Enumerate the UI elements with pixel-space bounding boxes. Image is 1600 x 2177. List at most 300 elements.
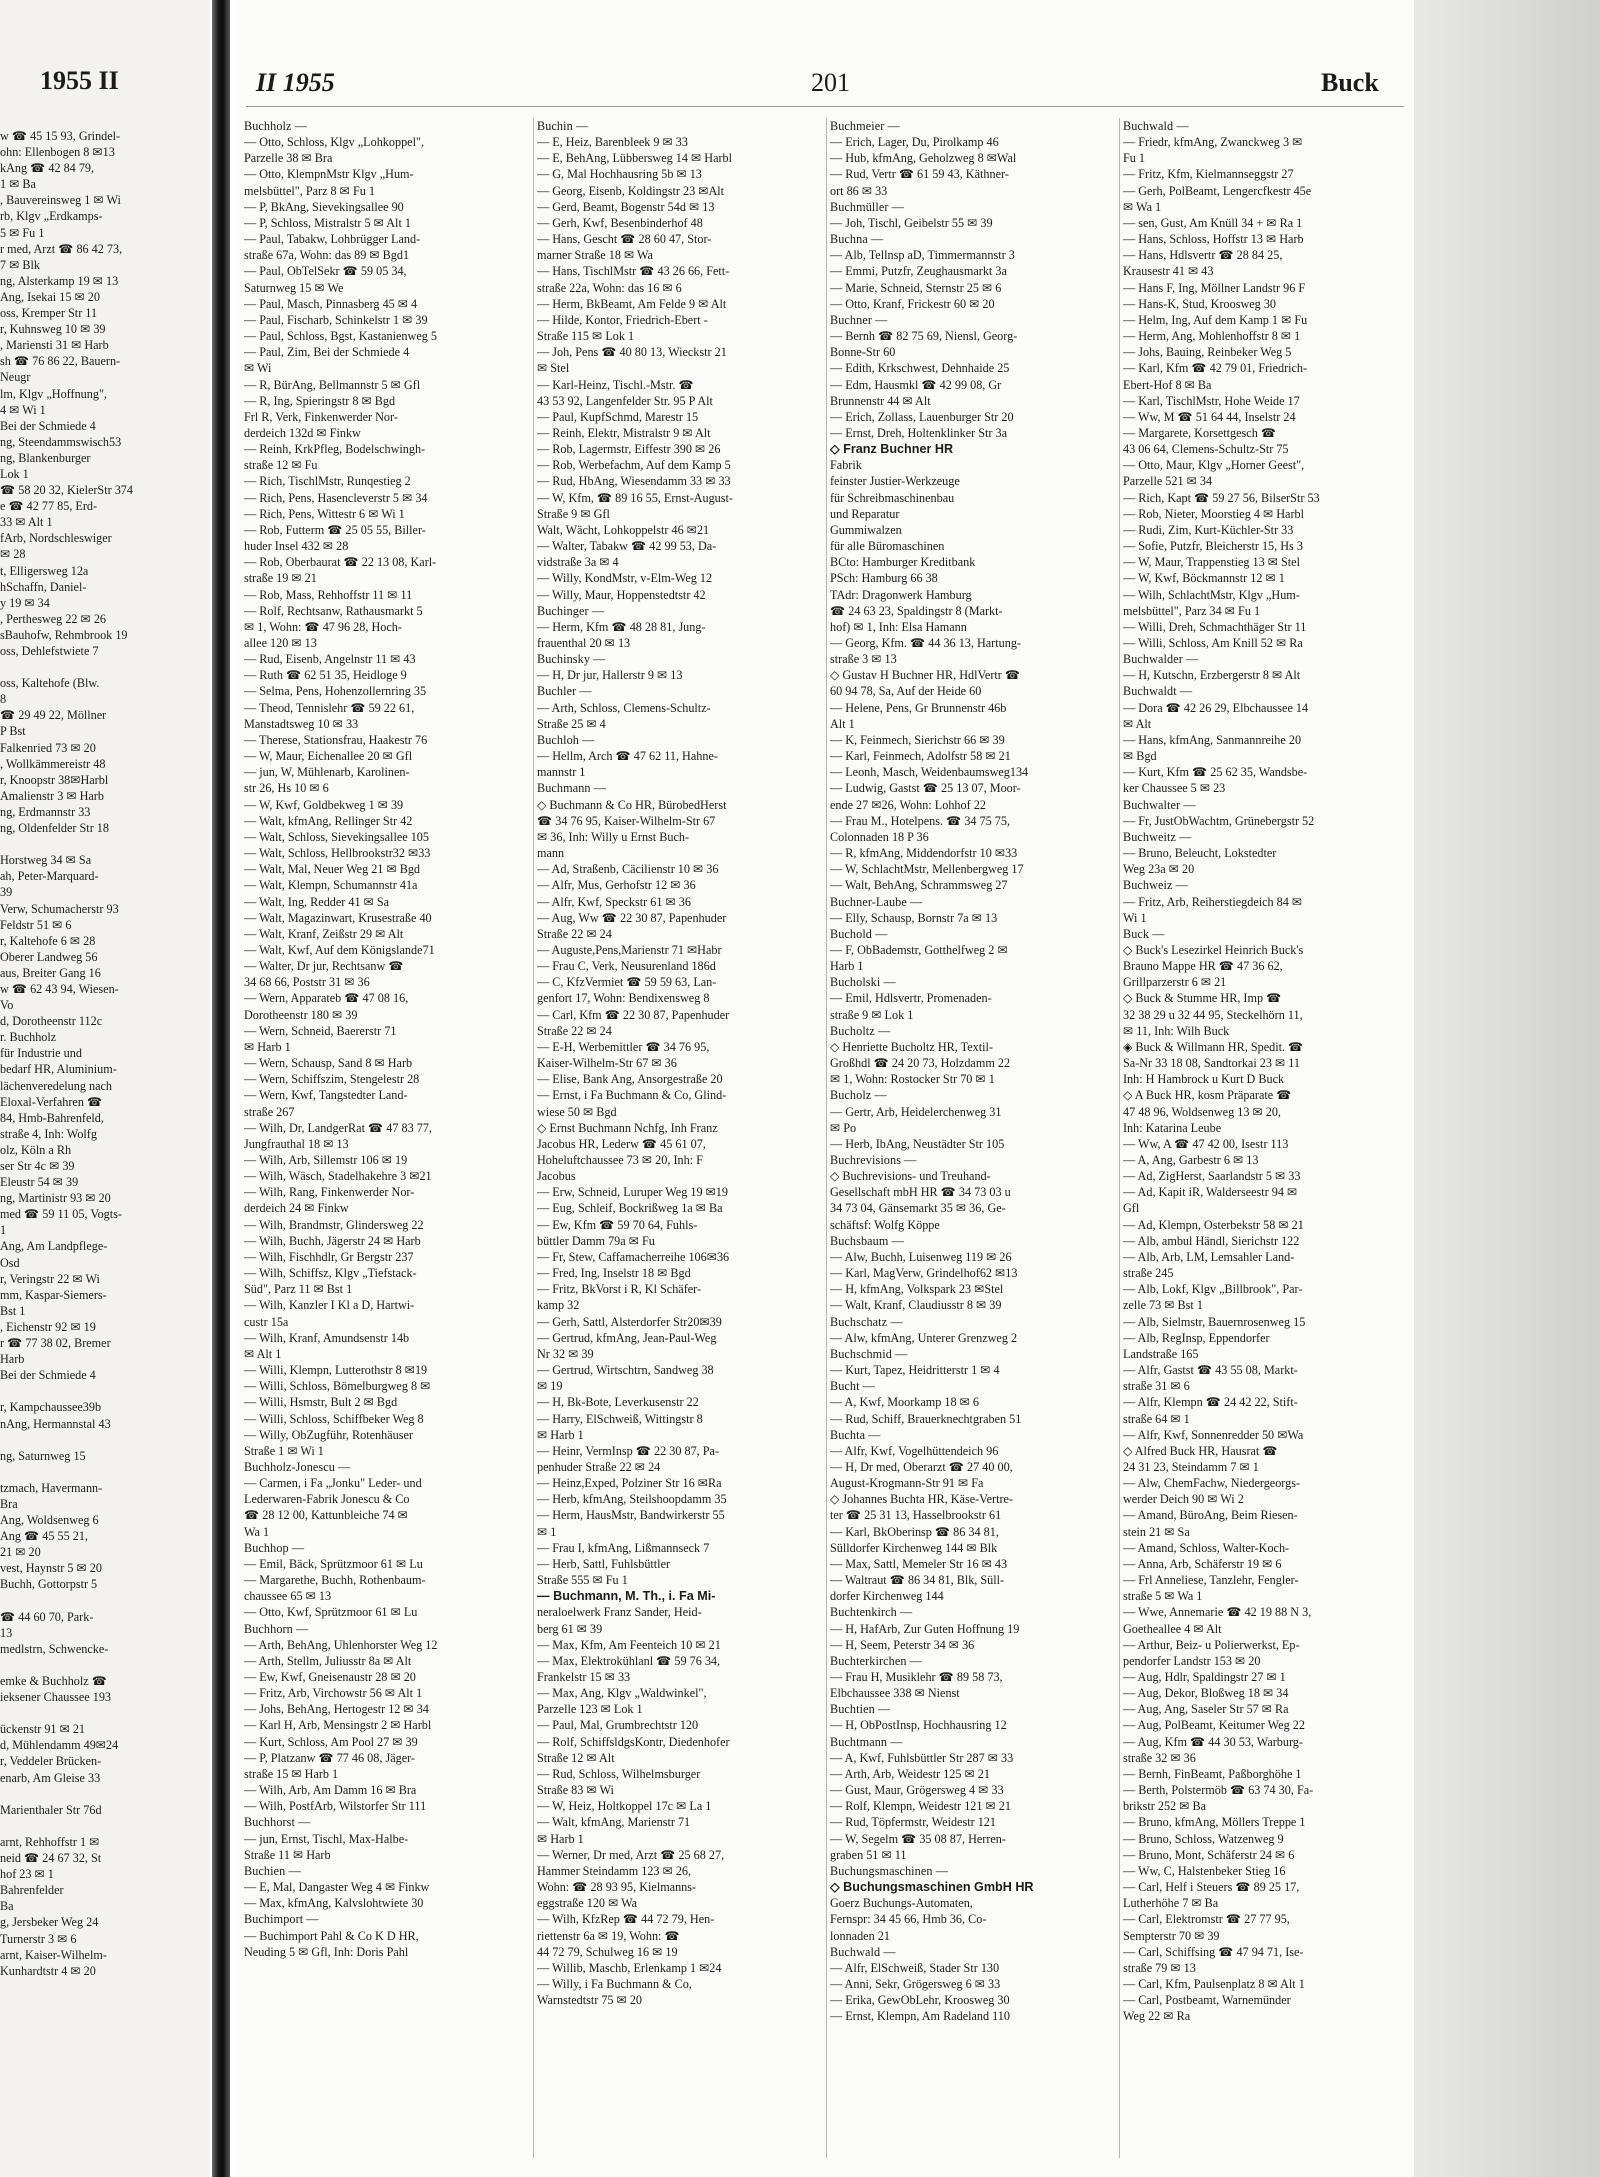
book-spine [212,0,230,2177]
fragment-line: arnt, Kaiser-Wilhelm- [0,1947,107,1962]
directory-entry-line: und Reparatur [830,506,900,521]
directory-entry-line: — Kurt, Kfm ☎ 25 62 35, Wandsbe- [1123,765,1308,780]
fragment-line: nAng, Hermannstal 43 [0,1416,111,1431]
surname-heading: Buchweitz — [1123,829,1192,844]
fragment-line: oss, Kaltehofe (Blw. [0,676,100,691]
fragment-line: emke & Buchholz ☎ [0,1674,107,1688]
fragment-line: Osd [0,1255,20,1270]
directory-entry-line: — Arthur, Beiz- u Polierwerkst, Ep- [1123,1637,1300,1652]
directory-entry-line: Straße 555 ✉ Fu 1 [537,1573,628,1588]
directory-entry-line: hof) ✉ 1, Inh: Elsa Hamann [830,619,967,634]
fragment-line: Neugr [0,370,31,385]
directory-entry-line: — R, BürAng, Bellmannstr 5 ✉ Gfl [244,377,421,392]
directory-entry-line: ☎ 28 12 00, Kattunbleiche 74 ✉ [244,1508,408,1523]
directory-entry-line: — Rud, Schloss, Wilhelmsburger [537,1766,701,1781]
directory-entry-line: — W, SchlachtMstr, Mellenbergweg 17 [830,862,1024,877]
directory-entry-line: ✉ Alt 1 [244,1346,282,1361]
directory-entry-line: — Carl, Elektromstr ☎ 27 77 95, [1123,1912,1290,1927]
directory-entry-line: — Herm, Kfm ☎ 48 28 81, Jung- [537,619,706,634]
directory-entry-line: ende 27 ✉26, Wohn: Lohhof 22 [830,797,986,812]
fragment-line: r, Veddeler Brücken- [0,1754,102,1769]
directory-entry-line: — Aug, Kfm ☎ 44 30 53, Warburg- [1123,1734,1303,1749]
directory-entry-line: graben 51 ✉ 11 [830,1847,907,1862]
fragment-line: ieksener Chaussee 193 [0,1690,112,1705]
fragment-line: enarb, Am Gleise 33 [0,1770,101,1785]
directory-entry-line: — H, kfmAng, Volkspark 23 ✉Stel [830,1282,1004,1297]
directory-entry-line: Wi 1 [1123,910,1147,925]
directory-entry-line: — Waltraut ☎ 86 34 81, Blk, Süll- [830,1573,1005,1588]
directory-entry-line: — Frau M., Hotelpens. ☎ 34 75 75, [830,813,1011,828]
directory-entry-line: feinster Justier-Werkzeuge [830,474,960,489]
directory-entry-line: — Selma, Pens, Hohenzollernring 35 [244,684,427,699]
directory-entry-line: — Fritz, Arb, Virchowstr 56 ✉ Alt 1 [244,1686,423,1701]
directory-entry-line: — H, Dr jur, Hallerstr 9 ✉ 13 [537,668,683,683]
directory-entry-line: Walt, Wächt, Lohkoppelstr 46 ✉21 [537,522,710,537]
fragment-line [0,1432,205,1448]
directory-entry-line: — Rolf, Rechtsanw, Rathausmarkt 5 [244,603,423,618]
directory-entry-line: — P, BkAng, Sievekingsallee 90 [244,199,404,214]
directory-entry-line: — Gerh, Sattl, Alsterdorfer Str20✉39 [537,1314,722,1329]
directory-entry-line: — Frau C, Verk, Neusurenland 186d [537,959,716,974]
directory-entry-line: straße 79 ✉ 13 [1123,1960,1196,1975]
directory-entry-line: — Gertr, Arb, Heidelerchenweg 31 [830,1104,1002,1119]
fragment-line: oss, Kremper Str 11 [0,306,98,321]
directory-entry-line: — Wwe, Annemarie ☎ 42 19 88 N 3, [1123,1605,1312,1620]
surname-heading: Buchin — [537,119,589,133]
directory-entry-line: — Otto, Kwf, Sprützmoor 61 ✉ Lu [244,1605,418,1620]
directory-entry-line: ✉ 36, Inh: Willy u Ernst Buch- [537,829,690,844]
directory-entry-line: — Hilde, Kontor, Friedrich-Ebert - [537,312,708,327]
directory-column-4 [1123,118,1408,2024]
fragment-line: 5 ✉ Fu 1 [0,225,45,240]
directory-entry-line: — Marie, Schneid, Sternstr 25 ✉ 6 [830,280,1002,295]
directory-entry-line: — A, Kwf, Fuhlsbüttler Str 287 ✉ 33 [830,1750,1014,1765]
surname-heading: Buchinsky — [537,652,606,667]
directory-entry-line: Parzelle 521 ✉ 34 [1123,474,1213,489]
directory-entry-line: straße 64 ✉ 1 [1123,1411,1190,1426]
directory-entry-line: schäftsf: Wolfg Köppe [830,1217,940,1232]
directory-entry-line: — Hans, Gescht ☎ 28 60 47, Stor- [537,232,712,247]
directory-entry-line: — Max, kfmAng, Kalvslohtwiete 30 [244,1896,424,1911]
fragment-line: e ☎ 42 77 85, Erd- [0,499,98,514]
surname-heading: Buchmeier — [830,119,900,133]
fragment-line: Kunhardtstr 4 ✉ 20 [0,1963,96,1978]
directory-entry-line: — Frl Anneliese, Tanzlehr, Fengler- [1123,1573,1299,1588]
fragment-line: lächenveredelung nach [0,1078,112,1093]
directory-entry-line: — Wern, Schneid, Baererstr 71 [244,1023,397,1038]
directory-entry-line: — Arth, BehAng, Uhlenhorster Weg 12 [244,1637,438,1652]
directory-entry-line: — Walter, Dr jur, Rechtsanw ☎ [244,959,404,974]
directory-entry-line: — Margarethe, Buchh, Rothenbaum- [244,1573,426,1588]
directory-entry-line: Wa 1 [244,1524,270,1539]
directory-column-3 [830,118,1115,2024]
directory-entry-line: — Walt, Klempn, Schumannstr 41a [244,878,418,893]
directory-entry-line: — Max, Kfm, Am Feenteich 10 ✉ 21 [537,1637,721,1652]
directory-entry-line: Jungfrauthal 18 ✉ 13 [244,1136,349,1151]
fragment-line: Eleustr 54 ✉ 39 [0,1175,79,1190]
fragment-line: Ang ☎ 45 55 21, [0,1529,88,1544]
directory-entry-line: ort 86 ✉ 33 [830,183,888,198]
directory-entry-line: — Alfr, ElSchweiß, Stader Str 130 [830,1960,1000,1975]
directory-entry-line: — Max, Elektrokühlanl ☎ 59 76 34, [537,1653,721,1668]
page-number: 201 [811,68,850,97]
fragment-line: medlstrn, Schwencke- [0,1641,109,1656]
directory-entry-line: — Willy, Maur, Hoppenstedtstr 42 [537,587,706,602]
directory-entry-line: Goerz Buchungs-Automaten, [830,1896,973,1911]
directory-entry-line: — Carl, Helf i Steuers ☎ 89 25 17, [1123,1880,1300,1895]
directory-entry-line: — Hans-K, Stud, Kroosweg 30 [1123,296,1277,311]
directory-entry-line: — Willy, ObZugführ, Rotenhäuser [244,1427,413,1442]
directory-entry-line: — Gertrud, kfmAng, Jean-Paul-Weg [537,1330,717,1345]
fragment-line: d, Dorotheenstr 112c [0,1014,103,1029]
fragment-line: Turnerstr 3 ✉ 6 [0,1931,77,1946]
directory-entry-line: — Aug, Ww ☎ 22 30 87, Papenhuder [537,910,727,925]
directory-entry-line: Manstadtsweg 10 ✉ 33 [244,716,359,731]
directory-entry-line: — Ww, A ☎ 47 42 00, Isestr 113 [1123,1136,1289,1151]
directory-entry-line: — Walt, Magazinwart, Krusestraße 40 [244,910,432,925]
directory-entry-line: Brunnenstr 44 ✉ Alt [830,393,931,408]
directory-entry-line: Lederwaren-Fabrik Jonescu & Co [244,1492,410,1507]
directory-entry-line: ◇ Buck's Lesezirkel Heinrich Buck's [1123,942,1304,957]
directory-entry-line: — Anni, Sekr, Grögersweg 6 ✉ 33 [830,1976,1001,1991]
directory-entry-line: Saturnweg 15 ✉ We [244,280,344,295]
directory-entry-line: berg 61 ✉ 39 [537,1621,603,1636]
directory-entry-line: — Alfr, Gastst ☎ 43 55 08, Markt- [1123,1363,1298,1378]
fragment-line: ☎ 58 20 32, KielerStr 374 [0,483,133,498]
directory-entry-line: — W, Kwf, Goldbekweg 1 ✉ 39 [244,797,404,812]
directory-entry-line: Ebert-Hof 8 ✉ Ba [1123,377,1212,392]
directory-entry-line: ✉ Alt [1123,716,1152,731]
fragment-line [0,1705,205,1721]
directory-entry-line: — Hans, Hdlsvertr ☎ 28 84 25, [1123,248,1283,263]
directory-entry-line: — E-H, Werbemittler ☎ 34 76 95, [537,1039,710,1054]
directory-entry-line: — W, Maur, Trappenstieg 13 ✉ Stel [1123,555,1300,570]
fragment-line: , Perthesweg 22 ✉ 26 [0,611,107,626]
directory-entry-line: Lutherhöhe 7 ✉ Ba [1123,1896,1219,1911]
directory-entry-line: straße 267 [244,1104,295,1119]
directory-entry-line: — Rud, HbAng, Wiesendamm 33 ✉ 33 [537,474,731,489]
fragment-line [0,1383,205,1399]
directory-entry-line: wiese 50 ✉ Bgd [537,1104,617,1119]
directory-entry-line: str 26, Hs 10 ✉ 6 [244,781,329,796]
directory-entry-line: PSch: Hamburg 66 38 [830,571,938,586]
surname-heading: Buchungsmaschinen — [830,1863,949,1878]
directory-entry-line: ✉ 11, Inh: Wilh Buck [1123,1023,1230,1038]
directory-entry-line: — Margarete, Korsettgesch ☎ [1123,425,1277,440]
directory-entry-line: ✉ Stel [537,361,570,376]
directory-entry-line: ker Chaussee 5 ✉ 23 [1123,781,1226,796]
directory-entry-line: — Ww, C, Halstenbeker Stieg 16 [1123,1863,1286,1878]
fragment-line: kAng ☎ 42 84 79, [0,161,95,176]
directory-entry-line: neraloelwerk Franz Sander, Heid- [537,1605,702,1620]
directory-entry-line: — Alb, Lokf, Klgv „Billbrook", Par- [1123,1282,1303,1297]
fragment-line: w ☎ 45 15 93, Grindel- [0,129,121,143]
directory-entry-line: — Wilh, Kanzler I Kl a D, Hartwi- [244,1298,415,1313]
directory-entry-line: — Wilh, KfzRep ☎ 44 72 79, Hen- [537,1912,715,1927]
fragment-line [0,1593,205,1609]
directory-entry-line: Fernspr: 34 45 66, Hmb 36, Co- [830,1912,987,1927]
directory-entry-line: — Alw, Buchh, Luisenweg 119 ✉ 26 [830,1249,1012,1264]
directory-entry-line: — Leonh, Masch, Weidenbaumsweg134 [830,765,1029,780]
directory-entry-line: — Buchmann, M. Th., i. Fa Mi- [537,1589,716,1604]
directory-entry-line: — Willi, Schloss, Schiffbeker Weg 8 [244,1411,424,1426]
surname-heading: Buchtenkirch — [830,1605,913,1620]
directory-entry-line: — Wilh, Rang, Finkenwerder Nor- [244,1185,415,1200]
directory-entry-line: — Hellm, Arch ☎ 47 62 11, Hahne- [537,749,718,764]
directory-entry-line: ◇ Buchrevisions- und Treuhand- [830,1169,991,1184]
header-rule [246,106,1404,107]
directory-entry-line: — Karl H, Arb, Mensingstr 2 ✉ Harbl [244,1718,432,1733]
directory-entry-line: Straße 12 ✉ Alt [537,1750,615,1765]
directory-entry-line: — Hans, Schloss, Hoffstr 13 ✉ Harb [1123,232,1304,247]
directory-entry-line: — Rob, Oberbaurat ☎ 22 13 08, Karl- [244,555,437,570]
directory-entry-line: 47 48 96, Woldsenweg 13 ✉ 20, [1123,1104,1281,1119]
surname-heading: Buchterkirchen — [830,1653,922,1668]
directory-entry-line: — Carl, Schiffsing ☎ 47 94 71, Ise- [1123,1944,1304,1959]
fragment-line: Oberer Landweg 56 [0,949,98,964]
surname-heading: Buchsbaum — [830,1233,904,1248]
directory-entry-line: — Wilh, Schiffsz, Klgv „Tiefstack- [244,1266,417,1281]
fragment-line: rb, Klgv „Erdkamps- [0,209,103,224]
directory-entry-line: — Alfr, Kwf, Sonnenredder 50 ✉Wa [1123,1427,1304,1442]
directory-entry-line: ◇ Buck & Stumme HR, Imp ☎ [1123,991,1282,1006]
directory-entry-line: Straße 115 ✉ Lok 1 [537,329,635,344]
directory-entry-line: — Willi, Klempn, Lutterothstr 8 ✉19 [244,1363,428,1378]
directory-entry-line: straße 9 ✉ Lok 1 [830,1007,914,1022]
directory-entry-line: straße 15 ✉ Harb 1 [244,1766,339,1781]
directory-entry-line: — Rud, Eisenb, Angelnstr 11 ✉ 43 [244,652,416,667]
directory-entry-line: — Paul, Schloss, Bgst, Kastanienweg 5 [244,329,437,344]
directory-entry-line: 43 06 64, Clemens-Schultz-Str 75 [1123,442,1289,457]
fragment-line: d, Mühlendamm 49✉24 [0,1738,119,1753]
directory-entry-line: Weg 22 ✉ Ra [1123,2009,1191,2024]
directory-entry-line: — Carl, Postbeamt, Warnemünder [1123,1993,1291,2008]
directory-entry-line: — Karl, BkOberinsp ☎ 86 34 81, [830,1524,999,1539]
directory-entry-line: straße 245 [1123,1266,1174,1281]
directory-entry-line: Landstraße 165 [1123,1346,1199,1361]
directory-entry-line: ◇ Franz Buchner HR [830,442,954,457]
directory-entry-line: — Karl, MagVerw, Grindelhof62 ✉13 [830,1266,1018,1281]
fragment-line: r, Kampchaussee39b [0,1400,102,1415]
directory-entry-line: — Wern, Kwf, Tangstedter Land- [244,1088,408,1103]
directory-entry-line: Gummiwalzen [830,522,902,537]
surname-heading: Buchhop — [244,1540,305,1555]
fragment-line: Bei der Schmiede 4 [0,1368,96,1383]
directory-entry-line: zelle 73 ✉ Bst 1 [1123,1298,1203,1313]
directory-entry-line: — jun, W, Mühlenarb, Karolinen- [244,765,410,780]
directory-entry-line: — Rich, Pens, Hasencleverstr 5 ✉ 34 [244,490,428,505]
fragment-line: 13 [0,1625,13,1640]
directory-entry-line: — Walt, Mal, Neuer Weg 21 ✉ Bgd [244,862,421,877]
directory-entry-line: straße 3 ✉ 13 [830,652,897,667]
directory-entry-line: Frankelstr 15 ✉ 33 [537,1670,631,1684]
fragment-line: ng, Erdmannstr 33 [0,804,91,819]
directory-entry-line: ☎ 24 63 23, Spaldingstr 8 (Markt- [830,603,1003,618]
directory-entry-line: — Emmi, Putzfr, Zeughausmarkt 3a [830,264,1007,279]
directory-entry-line: — Carl, Kfm, Paulsenplatz 8 ✉ Alt 1 [1123,1976,1305,1991]
directory-entry-line: — E, BehAng, Lübbersweg 14 ✉ Harbl [537,151,733,166]
directory-entry-line: — Wilh, Kranf, Amundsenstr 14b [244,1330,410,1345]
directory-entry-line: Alt 1 [830,716,855,731]
fragment-line: Horstweg 34 ✉ Sa [0,853,92,868]
directory-entry-line: — Eug, Schleif, Bockrißweg 1a ✉ Ba [537,1201,723,1216]
directory-entry-line: — Herb, IbAng, Neustädter Str 105 [830,1136,1005,1151]
directory-entry-line: — Bruno, Schloss, Watzenweg 9 [1123,1831,1284,1846]
fragment-line: ☎ 44 60 70, Park- [0,1609,94,1624]
directory-entry-line: 43 53 92, Langenfelder Str. 95 P Alt [537,393,713,408]
directory-entry-line: Gesellschaft mbH HR ☎ 34 73 03 u [830,1185,1011,1200]
fragment-line: bedarf HR, Aluminium- [0,1062,117,1077]
directory-entry-line: penhuder Straße 22 ✉ 24 [537,1459,661,1474]
directory-entry-line: — Georg, Eisenb, Koldingstr 23 ✉Alt [537,183,725,198]
fragment-line: , Bauvereinsweg 1 ✉ Wi [0,193,121,208]
directory-entry-line: genfort 17, Wohn: Bendixensweg 8 [537,991,710,1006]
directory-entry-line: — Rich, Kapt ☎ 59 27 56, BilserStr 53 [1123,490,1320,505]
directory-entry-line: Straße 83 ✉ Wi [537,1783,614,1798]
directory-entry-line: kamp 32 [537,1298,580,1313]
directory-entry-line: — Berth, Polstermöb ☎ 63 74 30, Fa- [1123,1783,1314,1798]
directory-entry-line: — Ruth ☎ 62 51 35, Heidloge 9 [244,668,407,683]
directory-entry-line: werder Deich 90 ✉ Wi 2 [1123,1492,1244,1507]
directory-entry-line: 60 94 78, Sa, Auf der Heide 60 [830,684,982,699]
directory-entry-line: — Fritz, Arb, Reiherstiegdeich 84 ✉ [1123,894,1303,909]
left-page-fragment [0,0,210,2177]
surname-heading: Bucht — [830,1379,876,1394]
directory-entry-line: — Elly, Schausp, Bornstr 7a ✉ 13 [830,910,998,925]
column-divider [1119,118,1120,2158]
left-page-lines [0,128,205,1979]
directory-entry-line: eggstraße 120 ✉ Wa [537,1896,638,1911]
fragment-line: Bahrenfelder [0,1883,64,1898]
directory-entry-line: Inh: Katarina Leube [1123,1120,1222,1135]
directory-entry-line: — Rich, TischlMstr, Runqestieg 2 [244,474,411,489]
directory-entry-line: — Erw, Schneid, Luruper Weg 19 ✉19 [537,1185,728,1200]
fragment-line [0,1657,205,1673]
page-header-volume: II 1955 [256,68,335,97]
directory-entry-line: — Walt, Schloss, Sievekingsallee 105 [244,829,429,844]
directory-column-2 [537,118,822,2008]
directory-entry-line: — Max, Sattl, Memeler Str 16 ✉ 43 [830,1556,1008,1571]
directory-entry-line: ✉ Harb 1 [537,1831,584,1846]
directory-entry-line: — Willi, Schloss, Bömelburgweg 8 ✉ [244,1379,431,1394]
directory-entry-line: ter ☎ 25 31 13, Hasselbrookstr 61 [830,1508,1002,1523]
fragment-line [0,1818,205,1834]
surname-heading: Buchold — [830,926,888,941]
directory-entry-line: für alle Büromaschinen [830,539,945,554]
directory-entry-line: — Friedr, kfmAng, Zwanckweg 3 ✉ [1123,135,1303,150]
directory-entry-line: ✉ Harb 1 [244,1039,291,1054]
directory-entry-line: — W, Maur, Eichenallee 20 ✉ Gfl [244,749,413,764]
directory-entry-line: — Reinh, Elektr, Mistralstr 9 ✉ Alt [537,425,711,440]
fragment-line: sh ☎ 76 86 22, Bauern- [0,354,121,369]
directory-column-1 [244,118,529,1960]
surname-heading: Buchler — [537,684,592,699]
directory-entry-line: — Aug, Dekor, Bloßweg 18 ✉ 34 [1123,1686,1289,1701]
directory-entry-line: vidstraße 3a ✉ 4 [537,555,619,570]
directory-entry-line: — Fr, Stew, Caffamacherreihe 106✉36 [537,1249,730,1264]
directory-entry-line: straße 22a, Wohn: das 16 ✉ 6 [537,280,682,295]
fragment-line: 4 ✉ Wi 1 [0,402,46,417]
directory-entry-line: — Amand, BüroAng, Beim Riesen- [1123,1508,1298,1523]
directory-entry-line: — Bruno, Beleucht, Lokstedter [1123,846,1277,861]
directory-entry-line: — K, Feinmech, Sierichstr 66 ✉ 39 [830,732,1005,747]
page-header-keyword: Buck [1321,68,1379,97]
fragment-line: ☎ 29 49 22, Möllner [0,708,107,723]
fragment-line: P Bst [0,724,26,739]
directory-entry-line: ◇ Henriette Bucholtz HR, Textil- [830,1039,993,1054]
directory-entry-line: — Hans F, Ing, Möllner Landstr 96 F [1123,280,1306,295]
directory-entry-line: — Alb, Tellnsp aD, Timmermannstr 3 [830,248,1015,263]
directory-entry-line: — Rich, Pens, Wittestr 6 ✉ Wi 1 [244,506,405,521]
directory-entry-line: — Gertrud, Wirtschtrn, Sandweg 38 [537,1363,714,1378]
fragment-line: ✉ 28 [0,547,26,562]
fragment-line [0,1786,205,1802]
directory-entry-line: — Alfr, Kwf, Speckstr 61 ✉ 36 [537,894,691,909]
directory-entry-line: — Buchimport Pahl & Co K D HR, [244,1928,419,1943]
directory-entry-line: BCto: Hamburger Kreditbank [830,555,976,570]
fragment-line: Bst 1 [0,1303,26,1318]
fragment-line: ng, Martinistr 93 ✉ 20 [0,1191,111,1206]
directory-entry-line: — Wilh, Dr, LandgerRat ☎ 47 83 77, [244,1120,432,1135]
fragment-line: ohn: Ellenbogen 8 ✉13 [0,145,115,160]
fragment-line: Ba [0,1899,14,1914]
surname-heading: Bucholtz — [830,1023,891,1038]
directory-entry-line: — Paul, Zim, Bei der Schmiede 4 [244,345,410,360]
directory-entry-line: ✉ 1, Wohn: ☎ 47 96 28, Hoch- [244,619,402,634]
surname-heading: Buchtien — [830,1702,891,1717]
fragment-line: 1 [0,1223,7,1238]
directory-entry-line: chaussee 65 ✉ 13 [244,1589,332,1604]
fragment-line: Lok 1 [0,466,29,481]
surname-heading: Buchhorn — [244,1621,309,1636]
fragment-line: fArb, Nordschleswiger [0,531,112,546]
page-edge-shadow [1414,0,1600,2177]
directory-entry-line: — H, Seem, Peterstr 34 ✉ 36 [830,1637,975,1652]
fragment-line [0,836,205,852]
directory-entry-line: Nr 32 ✉ 39 [537,1346,594,1361]
directory-entry-line: — Emil, Bäck, Sprützmoor 61 ✉ Lu [244,1556,423,1571]
directory-entry-line: — Herb, kfmAng, Steilshoopdamm 35 [537,1492,727,1507]
directory-entry-line: — Alb, RegInsp, Eppendorfer [1123,1330,1270,1345]
directory-entry-line: — Willi, Hsmstr, Bult 2 ✉ Bgd [244,1395,398,1410]
directory-entry-line: — Bruno, kfmAng, Möllers Treppe 1 [1123,1815,1306,1830]
directory-entry-line: Kaiser-Wilhelm-Str 67 ✉ 36 [537,1056,677,1071]
directory-entry-line: Jacobus HR, Lederw ☎ 45 61 07, [537,1136,706,1151]
directory-entry-line: — Paul, Tabakw, Lohbrügger Land- [244,232,421,247]
directory-entry-line: — Walt, Kranf, Zeißstr 29 ✉ Alt [244,926,404,941]
directory-entry-line: Großhdl ☎ 24 20 73, Holzdamm 22 [830,1056,1011,1071]
directory-entry-line: — Kurt, Tapez, Heidritterstr 1 ✉ 4 [830,1363,1000,1378]
directory-entry-line: — W, Kwf, Böckmannstr 12 ✉ 1 [1123,571,1285,586]
fragment-line: lm, Klgv „Hoffnung", [0,386,107,401]
directory-entry-line: — Gerh, Kwf, Besenbinderhof 48 [537,215,703,230]
directory-entry-line: — Otto, KlempnMstr Klgv „Hum- [244,167,414,182]
fragment-line: 7 ✉ Blk [0,257,41,272]
fragment-line: ng, Saturnweg 15 [0,1448,86,1463]
surname-heading: Bucholz — [830,1088,887,1103]
column-divider [533,118,534,2158]
directory-entry-line: Colonnaden 18 P 36 [830,829,929,844]
directory-entry-line: — Dora ☎ 42 26 29, Elbchaussee 14 [1123,700,1309,715]
directory-entry-line: ◇ Buchungsmaschinen GmbH HR [830,1880,1034,1895]
fragment-line: ückenstr 91 ✉ 21 [0,1722,86,1737]
fragment-line [0,1464,205,1480]
fragment-line: ng, Alsterkamp 19 ✉ 13 [0,273,119,288]
directory-entry-line: — Ew, Kwf, Gneisenaustr 28 ✉ 20 [244,1670,416,1684]
directory-entry-line: — C, KfzVermiet ☎ 59 59 63, Lan- [537,975,717,990]
directory-entry-line: — Fritz, BkVorst i R, Kl Schäfer- [537,1282,702,1297]
directory-entry-line: Elbchaussee 338 ✉ Nienst [830,1686,960,1701]
